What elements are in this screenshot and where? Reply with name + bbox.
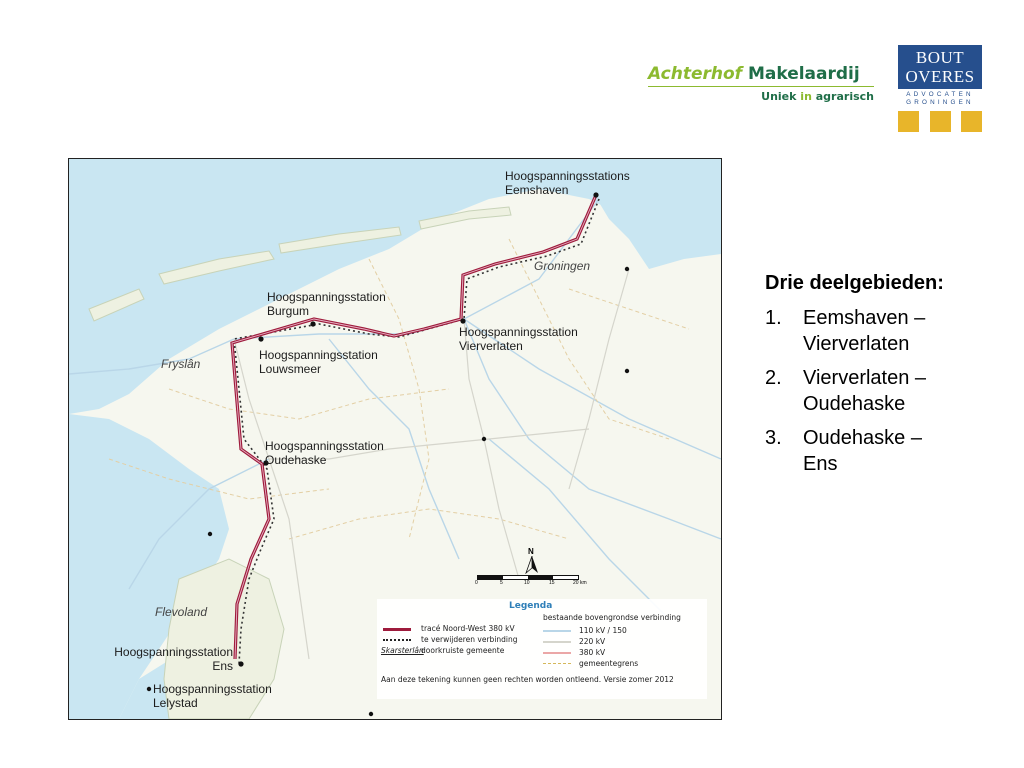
- label-line: Hoogspanningsstation: [459, 325, 578, 339]
- logo-name-a: Achterhof: [648, 64, 743, 84]
- legend-border: gemeentegrens: [579, 659, 639, 668]
- legend-380kv: 380 kV: [579, 648, 606, 657]
- legend-title: Legenda: [509, 601, 553, 611]
- region-fryslan: Fryslân: [161, 357, 201, 371]
- area-list: [765, 305, 1015, 477]
- legend-swatch-remove: [383, 639, 411, 641]
- label-line: Eemshaven: [505, 183, 569, 197]
- legend-note: Aan deze tekening kunnen geen rechten worden ontleend. Versie zomer 2012: [381, 675, 674, 684]
- label-line: Lelystad: [153, 696, 198, 710]
- list-text: Vierverlaten: [803, 333, 910, 355]
- legend-110kv: 110 kV / 150: [579, 626, 627, 635]
- list-text: Eemshaven –: [803, 307, 926, 329]
- label-oudehaske: [265, 439, 384, 467]
- legend-swatch-border: [543, 663, 571, 664]
- bout-overes-logo: [898, 45, 982, 131]
- legend-220kv: 220 kV: [579, 637, 606, 646]
- legend-muni: doorkruiste gemeente: [421, 646, 505, 655]
- label-line: Hoogspanningsstation: [153, 682, 272, 696]
- list-item: [765, 305, 1015, 357]
- list-number: 1.: [765, 307, 782, 329]
- logo-name-b: Makelaardij: [747, 64, 860, 84]
- scale-tick: 0: [475, 580, 478, 586]
- region-groningen: Groningen: [534, 259, 591, 273]
- bout-sub2: GRONINGEN: [906, 99, 974, 106]
- list-number: 3.: [765, 427, 782, 449]
- list-item: [765, 425, 1015, 477]
- legend-muni-sample: Skarsterlân: [381, 646, 424, 655]
- label-line: Oudehaske: [265, 453, 327, 467]
- bout-overes-box: [898, 45, 982, 89]
- bout-square: [930, 111, 951, 132]
- list-text: Ens: [803, 453, 838, 475]
- label-eemshaven: [505, 169, 630, 197]
- logo-tag-b: in: [800, 90, 812, 103]
- label-burgum: [267, 290, 386, 318]
- label-line: Hoogspanningsstation: [267, 290, 386, 304]
- list-text: Oudehaske –: [803, 427, 922, 449]
- label-lelystad: [153, 682, 272, 710]
- bout-square: [898, 111, 919, 132]
- label-line: Hoogspanningsstation: [114, 645, 233, 659]
- bout-square: [961, 111, 982, 132]
- region-flevoland: Flevoland: [155, 605, 208, 619]
- scale-tick: 15: [549, 580, 555, 586]
- legend-swatch-trace: [383, 628, 411, 631]
- map-legend: [377, 599, 707, 699]
- list-number: 2.: [765, 367, 782, 389]
- label-ens: [99, 645, 233, 673]
- label-line: Vierverlaten: [459, 339, 523, 353]
- legend-swatch-380: [543, 652, 571, 654]
- north-label: N: [528, 547, 534, 556]
- label-line: Louwsmeer: [259, 362, 322, 376]
- logo-rule: [648, 86, 874, 87]
- list-text: Oudehaske: [803, 393, 906, 415]
- logo-tag-c: agrarisch: [815, 90, 874, 103]
- legend-remove: te verwijderen verbinding: [421, 635, 518, 644]
- legend-swatch-220: [543, 641, 571, 643]
- bout-sub1: ADVOCATEN: [906, 91, 974, 98]
- legend-existing: bestaande bovengrondse verbinding: [543, 613, 681, 622]
- label-louwsmeer: [259, 348, 378, 376]
- sidebar-heading: Drie deelgebieden:: [765, 272, 944, 294]
- legend-trace: tracé Noord-West 380 kV: [421, 624, 515, 633]
- list-item: [765, 365, 1015, 417]
- list-text: Vierverlaten –: [803, 367, 927, 389]
- sidebar-text: [765, 272, 1015, 485]
- label-line: Hoogspanningsstations: [505, 169, 630, 183]
- logo-tag-a: Uniek: [761, 90, 797, 103]
- bout-line2: OVERES: [905, 67, 975, 86]
- label-vierverlaten: [459, 325, 578, 353]
- scale-bar: [477, 549, 597, 589]
- scale-tick: 20 km: [573, 580, 587, 586]
- bout-squares: [898, 111, 982, 132]
- north-arrow-icon: [525, 556, 539, 574]
- legend-swatch-110: [543, 630, 571, 632]
- label-line: Ens: [212, 659, 233, 673]
- scale-tick: 10: [524, 580, 530, 586]
- scale-tick: 5: [500, 580, 503, 586]
- label-line: Hoogspanningsstation: [265, 439, 384, 453]
- label-line: Hoogspanningsstation: [259, 348, 378, 362]
- label-line: Burgum: [267, 304, 310, 318]
- bout-line1: BOUT: [915, 48, 965, 67]
- route-map: [68, 158, 722, 720]
- achterhof-logo: [648, 64, 878, 103]
